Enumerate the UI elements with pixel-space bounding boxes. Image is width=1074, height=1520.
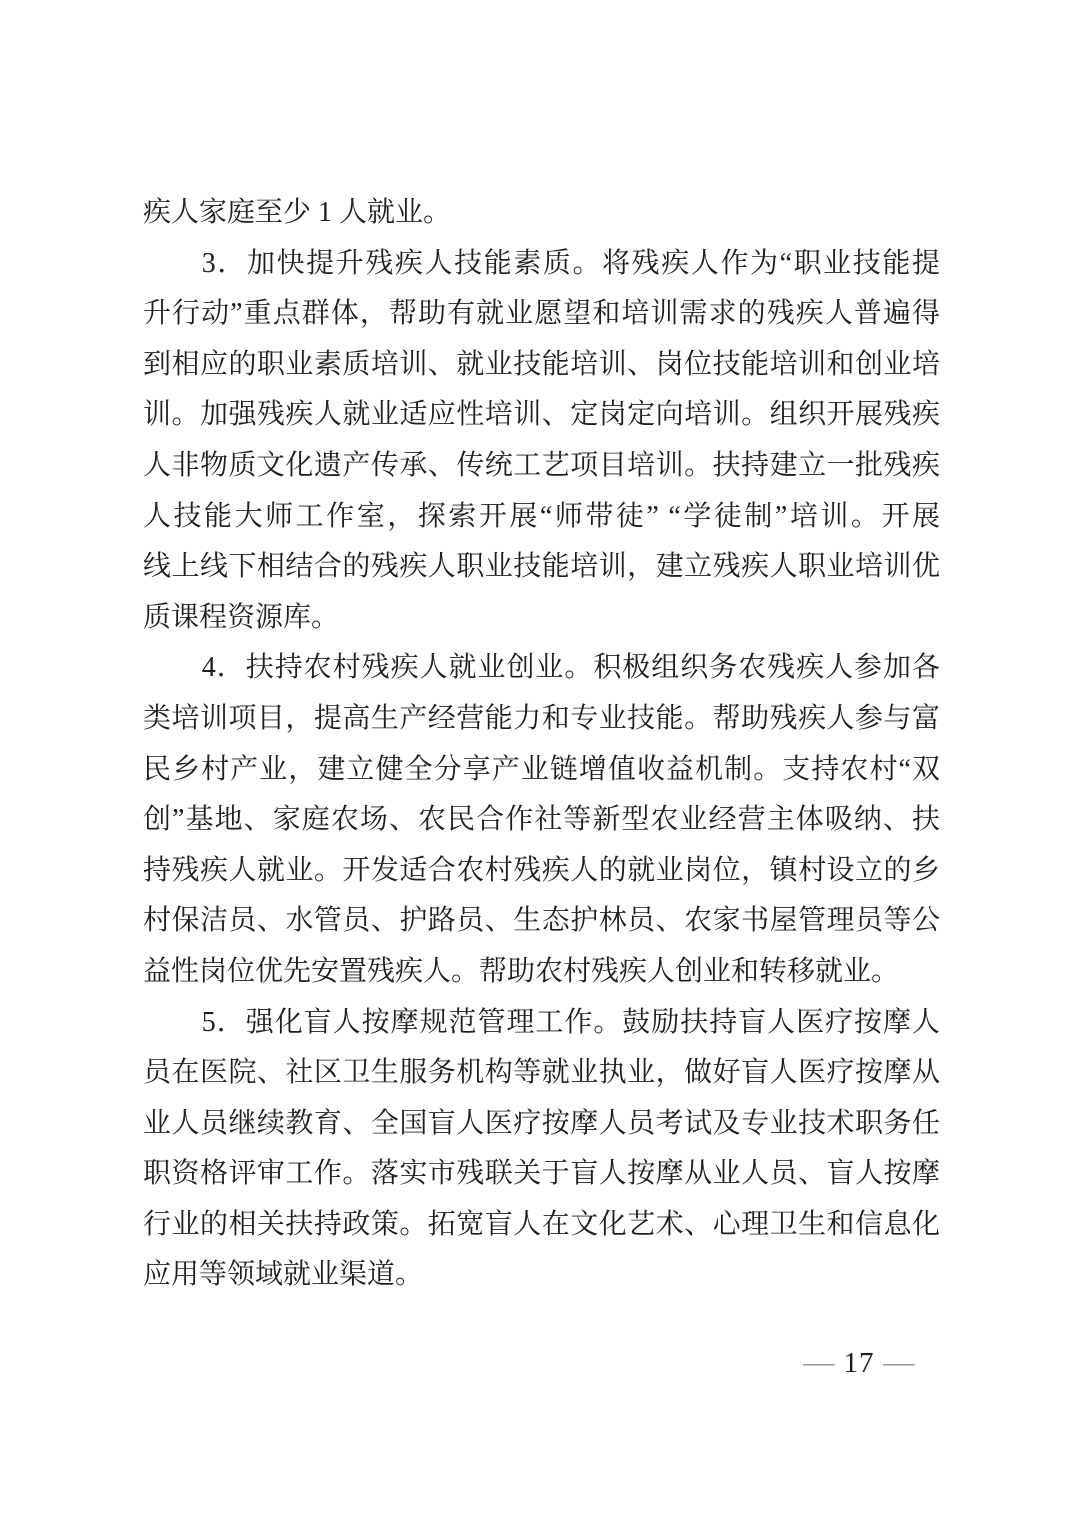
text-line: 升行动”重点群体，帮助有就业愿望和培训需求的残疾人普遍得 <box>143 298 940 330</box>
text-line: 业人员继续教育、全国盲人医疗按摩人员考试及专业技术职务任 <box>143 1107 940 1139</box>
page-number <box>803 1347 915 1379</box>
page-number-dash-left: — <box>803 1348 835 1377</box>
text-line: 民乡村产业，建立健全分享产业链增值收益机制。支持农村“双 <box>143 753 940 785</box>
document-body <box>143 188 940 1301</box>
para-continuation <box>143 188 940 239</box>
text-line: 类培训项目，提高生产经营能力和专业技能。帮助残疾人参与富 <box>143 702 940 734</box>
para-item-4 <box>143 643 940 997</box>
text-line: 创”基地、家庭农场、农民合作社等新型农业经营主体吸纳、扶 <box>143 804 940 836</box>
text-line: 村保洁员、水管员、护路员、生态护林员、农家书屋管理员等公 <box>143 905 940 937</box>
text-line: 疾人家庭至少 1 人就业。 <box>143 197 452 228</box>
text-line: 持残疾人就业。开发适合农村残疾人的就业岗位，镇村设立的乡 <box>143 854 940 886</box>
text-line: 员在医院、社区卫生服务机构等就业执业，做好盲人医疗按摩从 <box>143 1057 940 1089</box>
text-line: 益性岗位优先安置残疾人。帮助农村残疾人创业和转移就业。 <box>143 955 900 987</box>
text-line: 5．强化盲人按摩规范管理工作。鼓励扶持盲人医疗按摩人 <box>201 1006 940 1038</box>
para-item-3 <box>143 239 940 644</box>
text-line: 职资格评审工作。落实市残联关于盲人按摩从业人员、盲人按摩 <box>143 1158 940 1190</box>
text-line: 行业的相关扶持政策。拓宽盲人在文化艺术、心理卫生和信息化 <box>143 1208 940 1240</box>
text-line: 人非物质文化遗产传承、传统工艺项目培训。扶持建立一批残疾 <box>143 449 940 481</box>
text-line: 质课程资源库。 <box>143 601 340 633</box>
text-line: 线上线下相结合的残疾人职业技能培训，建立残疾人职业培训优 <box>143 551 940 583</box>
page-number-value: 17 <box>843 1347 875 1379</box>
text-line: 人技能大师工作室，探索开展“师带徒” “学徒制”培训。开展 <box>143 500 940 532</box>
text-line: 3．加快提升残疾人技能素质。将残疾人作为“职业技能提 <box>201 247 940 279</box>
text-line: 到相应的职业素质培训、就业技能培训、岗位技能培训和创业培 <box>143 348 940 380</box>
text-line: 应用等领域就业渠道。 <box>143 1259 424 1291</box>
text-line: 4．扶持农村残疾人就业创业。积极组织务农残疾人参加各 <box>201 652 940 684</box>
text-line: 训。加强残疾人就业适应性培训、定岗定向培训。组织开展残疾 <box>143 399 940 431</box>
page-number-dash-right: — <box>883 1348 915 1377</box>
para-item-5 <box>143 998 940 1302</box>
